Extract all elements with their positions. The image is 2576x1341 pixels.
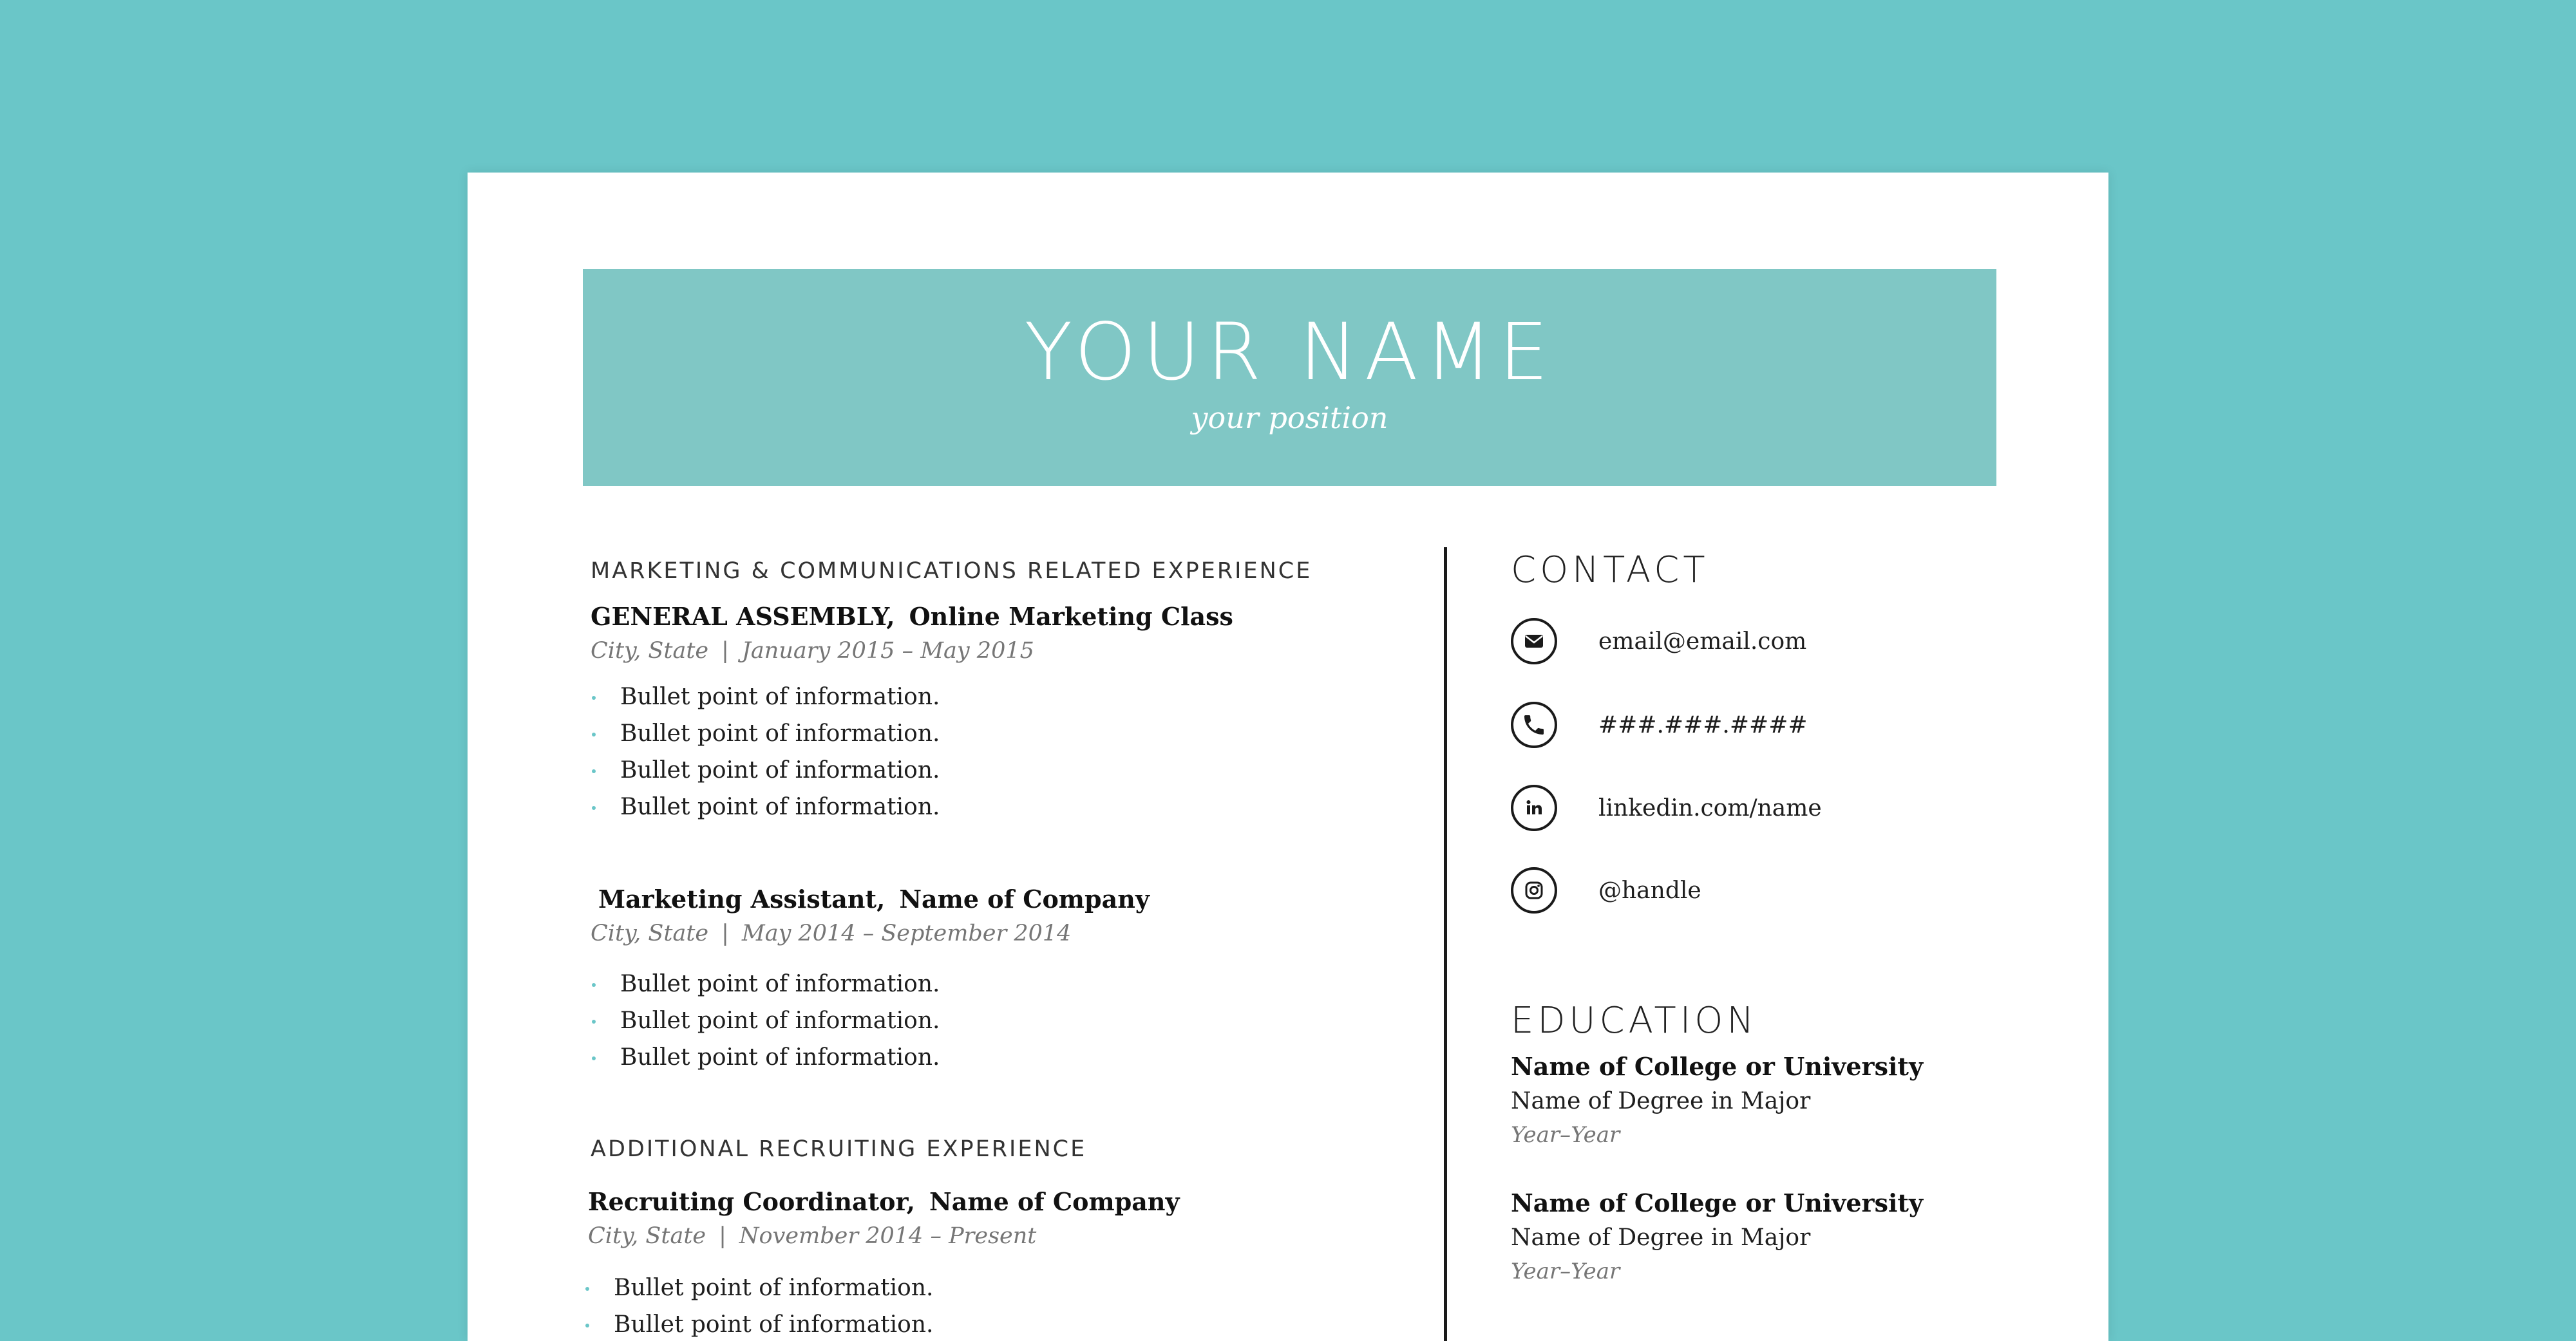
job-title (588, 1187, 1180, 1216)
candidate-name: YOUR NAME (1024, 306, 1555, 398)
job-dates: May 2014 – September 2014 (741, 921, 1072, 946)
email-text[interactable]: email@email.com (1598, 628, 1807, 655)
contact-title: CONTACT (1511, 549, 1709, 591)
job-org: Name of Company (899, 885, 1150, 914)
bullet-item: Bullet point of information. (584, 1306, 933, 1341)
meta-separator: | (721, 921, 729, 946)
job-org: Online Marketing Class (909, 602, 1233, 631)
phone-text[interactable]: ###.###.#### (1598, 711, 1808, 738)
job-meta (591, 640, 1034, 662)
education-degree: Name of Degree in Major (1511, 1224, 1811, 1251)
phone-icon (1511, 702, 1557, 748)
contact-linkedin (1511, 782, 1822, 834)
meta-separator: | (721, 638, 729, 664)
job-bullets (591, 679, 940, 825)
column-divider (1444, 547, 1447, 1341)
meta-separator: | (719, 1223, 726, 1249)
job-bullets (591, 966, 940, 1076)
job-role: Marketing Assistant, (598, 885, 886, 914)
bullet-item: Bullet point of information. (591, 715, 940, 752)
education-school: Name of College or University (1511, 1188, 1924, 1217)
job-meta (588, 1225, 1036, 1248)
instagram-icon (1511, 867, 1557, 914)
job-role: Recruiting Coordinator, (588, 1187, 915, 1216)
bullet-item: Bullet point of information. (591, 966, 940, 1002)
bullet-item: Bullet point of information. (591, 789, 940, 825)
job-role: GENERAL ASSEMBLY, (591, 602, 895, 631)
job-bullets (584, 1270, 933, 1341)
education-years: Year–Year (1511, 1122, 1620, 1148)
contact-instagram (1511, 865, 1701, 916)
job-location: City, State (591, 638, 709, 664)
contact-phone (1511, 699, 1808, 751)
email-icon (1511, 618, 1557, 664)
job-title (598, 887, 1150, 912)
bullet-item: Bullet point of information. (591, 752, 940, 789)
bullet-item: Bullet point of information. (584, 1270, 933, 1306)
contact-email (1511, 615, 1806, 667)
resume-page (468, 173, 2108, 1341)
job-title (591, 602, 1233, 631)
education-title: EDUCATION (1511, 1000, 1758, 1042)
instagram-text[interactable]: @handle (1598, 877, 1701, 904)
linkedin-icon (1511, 785, 1557, 831)
job-meta (591, 923, 1071, 945)
job-dates: November 2014 – Present (739, 1223, 1037, 1249)
section-title-recruiting: ADDITIONAL RECRUITING EXPERIENCE (591, 1136, 1087, 1162)
education-degree: Name of Degree in Major (1511, 1088, 1811, 1114)
job-location: City, State (591, 921, 709, 946)
bullet-item: Bullet point of information. (591, 1002, 940, 1039)
section-title-marketing: MARKETING & COMMUNICATIONS RELATED EXPERIENCE (591, 558, 1312, 584)
job-location: City, State (588, 1223, 706, 1249)
linkedin-text[interactable]: linkedin.com/name (1598, 794, 1822, 821)
bullet-item: Bullet point of information. (591, 1039, 940, 1076)
job-org: Name of Company (929, 1187, 1180, 1216)
education-years: Year–Year (1511, 1259, 1620, 1284)
candidate-position: your position (1191, 400, 1388, 435)
bullet-item: Bullet point of information. (591, 679, 940, 715)
job-dates: January 2015 – May 2015 (741, 638, 1034, 664)
name-banner (583, 269, 1996, 486)
education-school: Name of College or University (1511, 1052, 1924, 1081)
